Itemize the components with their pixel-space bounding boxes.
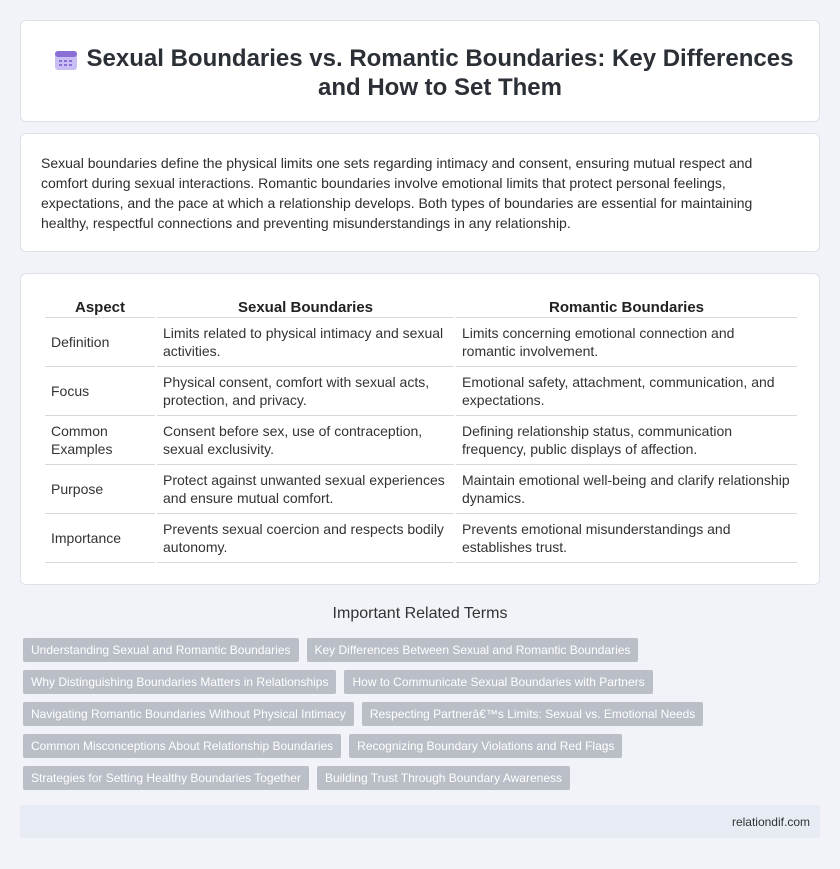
related-term-link[interactable]: Understanding Sexual and Romantic Boundaries <box>23 638 299 662</box>
related-terms-list <box>23 638 813 790</box>
table-row <box>45 514 797 563</box>
table-cell: Limits concerning emotional connection and romantic involvement. <box>456 318 797 367</box>
related-term-link[interactable]: Strategies for Setting Healthy Boundaries Together <box>23 766 309 790</box>
related-term-link[interactable]: How to Communicate Sexual Boundaries with Partners <box>344 670 652 694</box>
table-cell: Defining relationship status, communication frequency, public displays of affection. <box>456 416 797 465</box>
table-cell: Maintain emotional well-being and clarify relationship dynamics. <box>456 465 797 514</box>
table-cell: Emotional safety, attachment, communication, and expectations. <box>456 367 797 416</box>
table-cell: Definition <box>45 318 155 367</box>
comparison-table <box>43 292 799 563</box>
header-aspect: Aspect <box>45 292 155 318</box>
comparison-table-card <box>20 273 820 585</box>
related-terms-heading: Important Related Terms <box>332 605 508 622</box>
document-list-icon <box>53 48 79 72</box>
table-row <box>45 367 797 416</box>
related-term-link[interactable]: Navigating Romantic Boundaries Without Physical Intimacy <box>23 702 354 726</box>
table-cell: Purpose <box>45 465 155 514</box>
footer-site-name: relationdif.com <box>731 815 810 829</box>
table-cell: Common Examples <box>45 416 155 465</box>
intro-paragraph: Sexual boundaries define the physical limits one sets regarding intimacy and consent, ensuring mutual respect and comfort during sexual interactions. Romantic boundaries involve emotional limits that protect personal feelings, expectations, and the pace at which a relationship develops. Both types of boundaries are essential for maintaining healthy, respectful connections and preventing misunderstandings in any relationship. <box>41 155 753 231</box>
table-cell: Consent before sex, use of contraception, sexual exclusivity. <box>157 416 454 465</box>
title-card <box>20 20 820 122</box>
related-term-link[interactable]: Common Misconceptions About Relationship Boundaries <box>23 734 341 758</box>
intro-card <box>20 133 820 252</box>
table-cell: Limits related to physical intimacy and sexual activities. <box>157 318 454 367</box>
related-term-link[interactable]: Recognizing Boundary Violations and Red Flags <box>349 734 622 758</box>
table-row <box>45 318 797 367</box>
table-cell: Prevents emotional misunderstandings and establishes trust. <box>456 514 797 563</box>
related-term-link[interactable]: Why Distinguishing Boundaries Matters in Relationships <box>23 670 336 694</box>
header-romantic-boundaries: Romantic Boundaries <box>456 292 797 318</box>
related-term-link[interactable]: Building Trust Through Boundary Awareness <box>317 766 570 790</box>
page-title: Sexual Boundaries vs. Romantic Boundaries: Key Differences and How to Set Them <box>86 45 794 101</box>
footer <box>20 805 820 838</box>
header-sexual-boundaries: Sexual Boundaries <box>157 292 454 318</box>
table-row <box>45 465 797 514</box>
table-cell: Physical consent, comfort with sexual acts, protection, and privacy. <box>157 367 454 416</box>
table-cell: Protect against unwanted sexual experiences and ensure mutual comfort. <box>157 465 454 514</box>
table-row <box>45 416 797 465</box>
table-cell: Importance <box>45 514 155 563</box>
table-cell: Prevents sexual coercion and respects bodily autonomy. <box>157 514 454 563</box>
table-cell: Focus <box>45 367 155 416</box>
related-term-link[interactable]: Key Differences Between Sexual and Romantic Boundaries <box>307 638 639 662</box>
related-term-link[interactable]: Respecting Partnerâ€™s Limits: Sexual vs. Emotional Needs <box>362 702 703 726</box>
table-header-row <box>45 292 797 318</box>
